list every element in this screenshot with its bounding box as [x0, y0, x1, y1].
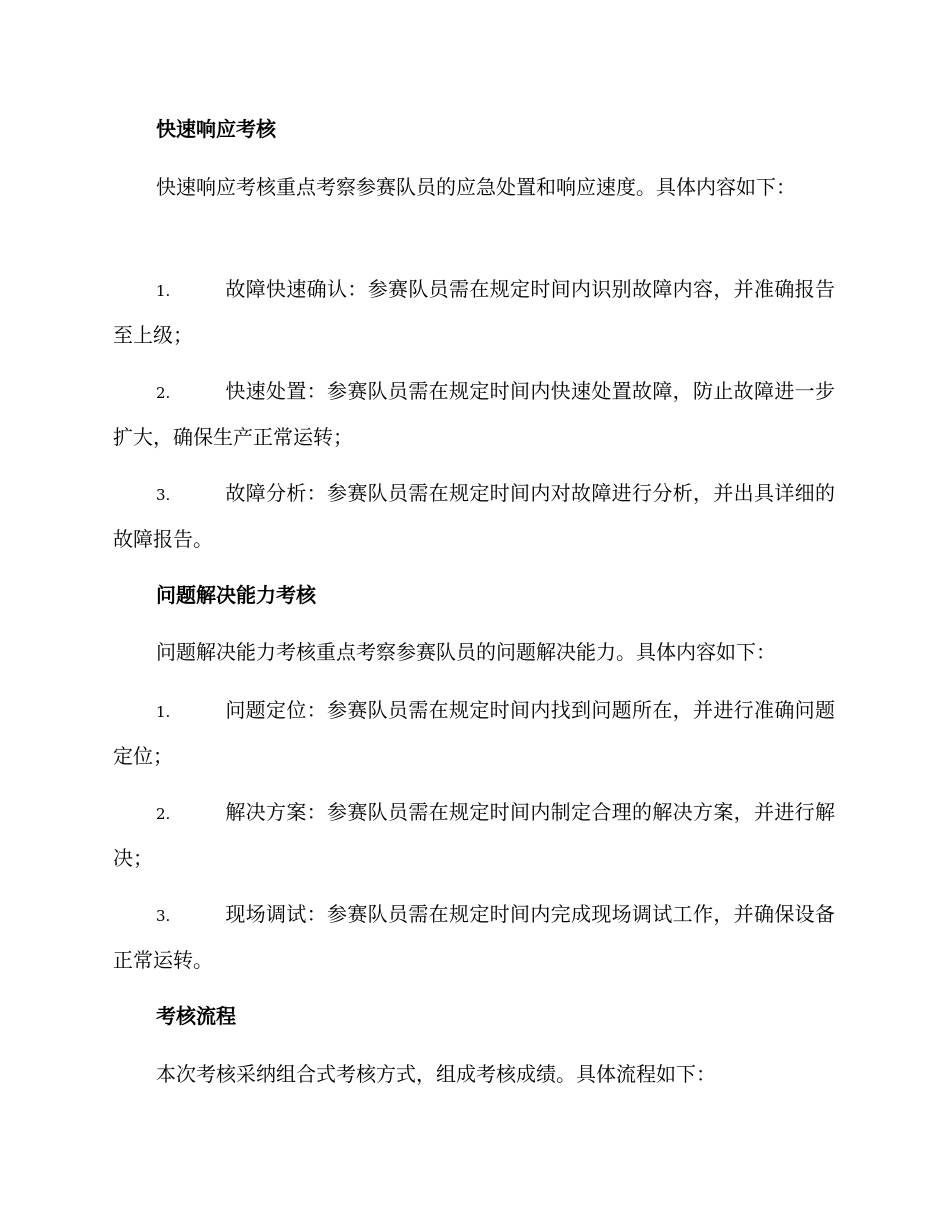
list-number: 2. [156, 384, 171, 402]
list-text: 现场调试：参赛队员需在规定时间内完成现场调试工作，并确保设备正常运转。 [113, 902, 835, 972]
list-text: 问题定位：参赛队员需在规定时间内找到问题所在，并进行准确问题定位； [113, 698, 835, 768]
list-item [113, 471, 835, 561]
list-number: 1. [156, 282, 171, 300]
section-intro: 快速响应考核重点考察参赛队员的应急处置和响应速度。具体内容如下： [156, 175, 796, 199]
section-intro: 本次考核采纳组合式考核方式，组成考核成绩。具体流程如下： [156, 1062, 716, 1086]
list-text: 解决方案：参赛队员需在规定时间内制定合理的解决方案，并进行解决； [113, 800, 835, 870]
section-intro: 问题解决能力考核重点考察参赛队员的问题解决能力。具体内容如下： [156, 640, 776, 664]
list-item [113, 688, 835, 778]
list-text: 故障快速确认：参赛队员需在规定时间内识别故障内容，并准确报告至上级； [113, 277, 835, 347]
list-item [113, 892, 835, 982]
list-number: 3. [156, 907, 171, 925]
section-heading: 问题解决能力考核 [156, 583, 316, 607]
list-item [113, 267, 835, 357]
list-item [113, 790, 835, 880]
list-number: 3. [156, 486, 171, 504]
section-heading: 快速响应考核 [156, 117, 276, 141]
list-item [113, 369, 835, 459]
list-text: 故障分析：参赛队员需在规定时间内对故障进行分析，并出具详细的故障报告。 [113, 481, 835, 551]
section-heading: 考核流程 [156, 1004, 236, 1028]
list-number: 1. [156, 703, 171, 721]
list-number: 2. [156, 805, 171, 823]
list-text: 快速处置：参赛队员需在规定时间内快速处置故障，防止故障进一步扩大，确保生产正常运转； [113, 379, 835, 449]
